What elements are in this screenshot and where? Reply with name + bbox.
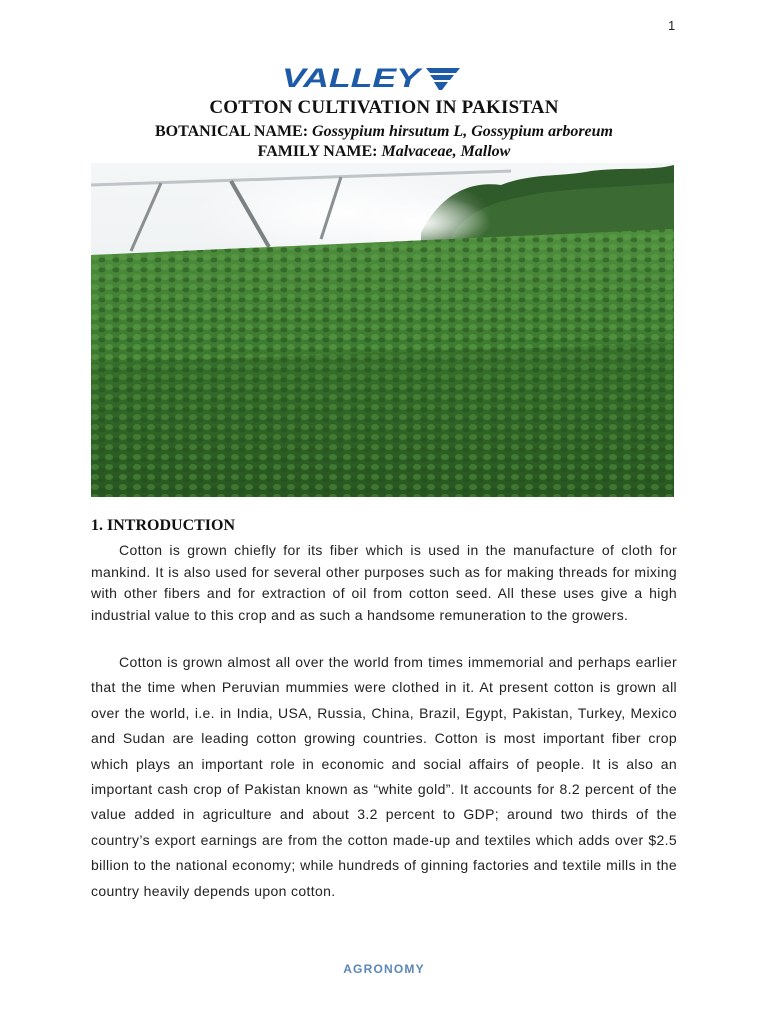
botanical-label: BOTANICAL NAME: bbox=[155, 123, 309, 140]
section-heading: 1. INTRODUCTION bbox=[91, 517, 236, 534]
page-number: 1 bbox=[668, 18, 676, 33]
document-title: COTTON CULTIVATION IN PAKISTAN bbox=[209, 97, 559, 118]
family-name-line bbox=[0, 143, 768, 161]
cotton-field-irrigation-photo bbox=[91, 163, 674, 497]
logo-text: VALLEY bbox=[282, 64, 424, 92]
valley-logo bbox=[282, 64, 460, 92]
valley-wing-icon bbox=[426, 68, 460, 90]
footer-label: AGRONOMY bbox=[343, 962, 425, 976]
family-value: Malvaceae, Mallow bbox=[381, 143, 511, 160]
paragraph-text: Cotton is grown chiefly for its fiber which is used in the manufacture of cloth for mankind. It is also used for several other purposes such as for making threads for mixing with other fibers and for extraction of oil from cotton seed. All these uses give a high industrial value to this crop and as such a handsome remuneration to the growers. bbox=[91, 542, 677, 624]
paragraph-text: Cotton is grown almost all over the world from times immemorial and perhaps earlier that the time when Peruvian mummies were clothed in it. At present cotton is grown all over the world, i.e. in India, USA, Russia, China, Brazil, Egypt, Pakistan, Turkey, Mexico and Sudan are leading cotton growing countries. Cotton is most important fiber crop which plays an important role in economic and social affairs of people. It is also an important cash crop of Pakistan known as “white gold”. It accounts for 8.2 percent of the value added in agriculture and about 3.2 percent to GDP; around two thirds of the country’s export earnings are from the cotton made-up and textiles which adds over $2.5 billion to the national economy; while hundreds of ginning factories and textile mills in the country heavily depends upon cotton. bbox=[91, 654, 677, 899]
paragraph-1 bbox=[91, 540, 677, 627]
botanical-name-line bbox=[0, 123, 768, 141]
paragraph-2 bbox=[91, 650, 677, 904]
botanical-value: Gossypium hirsutum L, Gossypium arboreum bbox=[312, 123, 613, 140]
family-label: FAMILY NAME: bbox=[257, 143, 378, 160]
